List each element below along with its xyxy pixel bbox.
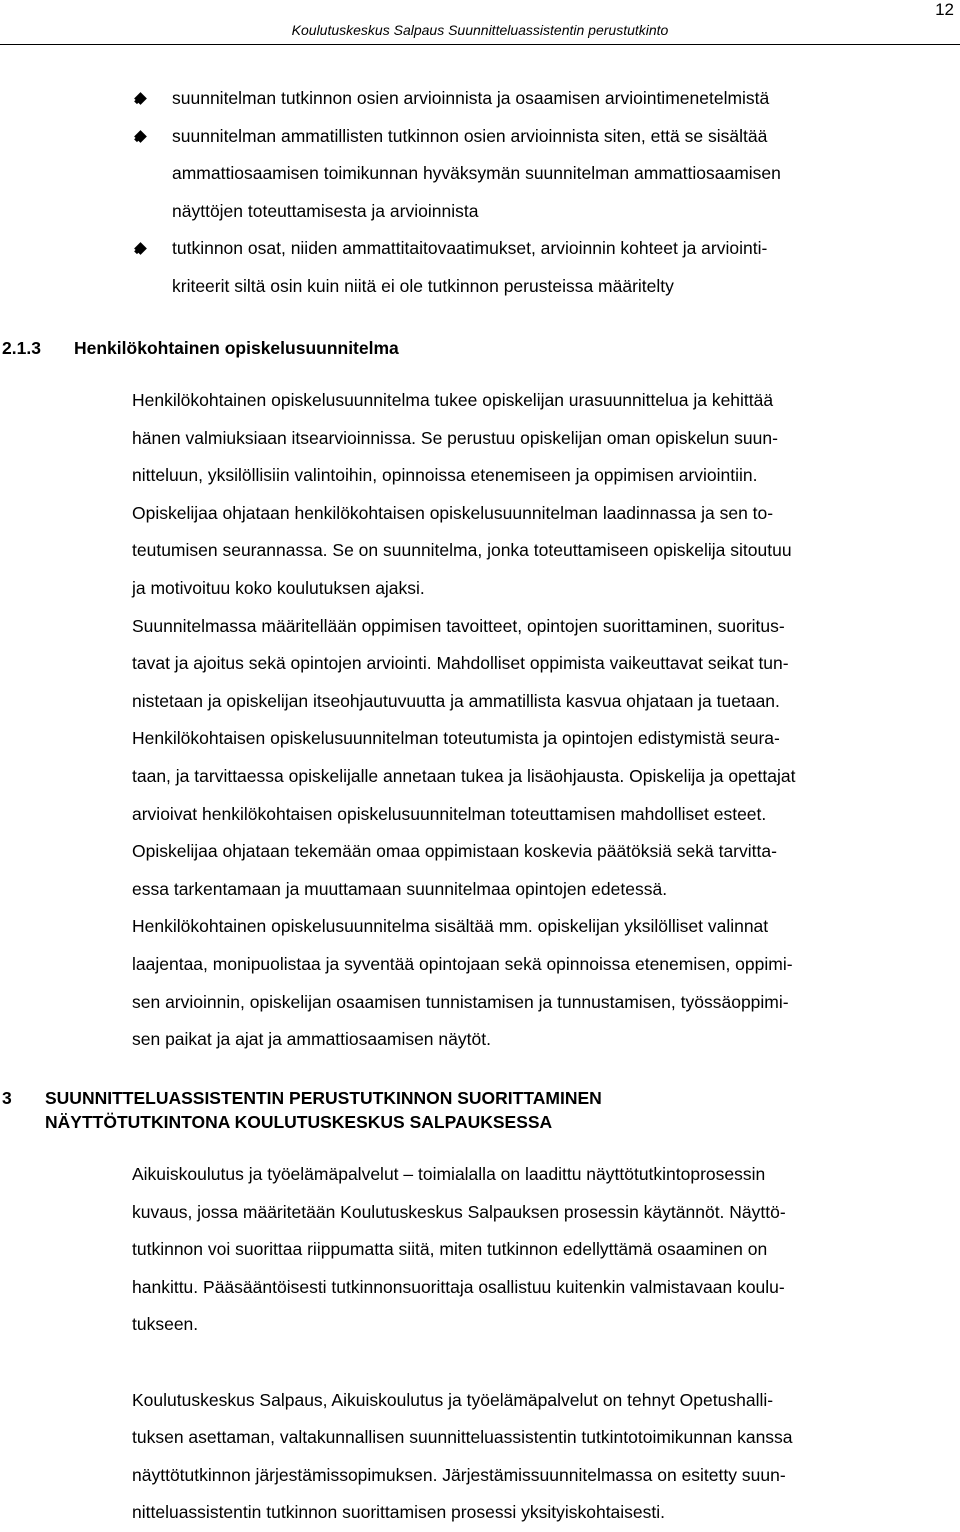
bullet-line: suunnitelman tutkinnon osien arvioinnista ja osaamisen arviointimenetelmistä: [172, 88, 770, 108]
bullet-line: ammattiosaamisen toimikunnan hyväksymän suunnitelman ammattiosaamisen: [172, 163, 781, 184]
text-line: laajentaa, monipuolistaa ja syventää opintojaan sekä opinnoissa etenemisen, oppimi-: [132, 953, 793, 974]
subsection-heading: [2, 336, 399, 360]
text-line: Koulutuskeskus Salpaus, Aikuiskoulutus ja työelämäpalvelut on tehnyt Opetushalli-: [132, 1389, 774, 1410]
text-line: taan, ja tarvittaessa opiskelijalle annetaan tukea ja lisäohjausta. Opiskelija ja opettajat: [132, 765, 796, 786]
bullet-icon: [134, 92, 147, 105]
text-line: hänen valmiuksiaan itsearvioinnissa. Se perustuu opiskelijan oman opiskelun suun-: [132, 427, 778, 448]
text-line: Opiskelijaa ohjataan tekemään omaa oppimistaan koskevia päätöksiä sekä tarvitta-: [132, 841, 777, 862]
text-line: Henkilökohtaisen opiskelusuunnitelman toteutumista ja opintojen edistymistä seura-: [132, 728, 780, 749]
text-line: Suunnitelmassa määritellään oppimisen tavoitteet, opintojen suorittaminen, suoritus-: [132, 615, 785, 636]
text-line: Aikuiskoulutus ja työelämäpalvelut – toimialalla on laadittu näyttötutkintoprosessin: [132, 1164, 766, 1184]
subsection-body: [132, 382, 958, 1059]
text-line: tutkinnon voi suorittaa riippumatta siitä, miten tutkinnon edellyttämä osaaminen on: [132, 1239, 768, 1260]
text-line: kuvaus, jossa määritetään Koulutuskeskus Salpauksen prosessin käytännöt. Näyttö-: [132, 1201, 786, 1222]
text-line: arvioivat henkilökohtaisen opiskelusuunnitelman toteuttamisen mahdolliset esteet.: [132, 803, 767, 824]
text-line: teutumisen seurannassa. Se on suunnitelma, jonka toteuttamiseen opiskelija sitoutuu: [132, 540, 792, 561]
bullet-line: näyttöjen toteuttamisesta ja arvioinnista: [172, 200, 479, 221]
paragraph: [132, 382, 958, 1059]
section-number: 3: [2, 1088, 12, 1108]
bullet-item: [132, 230, 952, 305]
bullet-icon: [134, 130, 147, 143]
bullet-item: [132, 80, 952, 118]
text-line: Opiskelijaa ohjataan henkilökohtaisen opiskelusuunnitelman laadinnassa ja sen to-: [132, 502, 774, 523]
text-line: näyttötutkinnon järjestämissopimuksen. Järjestämissuunnitelmassa on esitetty suun-: [132, 1464, 786, 1485]
bullet-line: kriteerit siltä osin kuin niitä ei ole tutkinnon perusteissa määritelty: [172, 275, 674, 296]
text-line: Henkilökohtainen opiskelusuunnitelma sisältää mm. opiskelijan yksilölliset valinnat: [132, 916, 769, 937]
bullet-icon: [134, 243, 147, 256]
page-number: 12: [935, 0, 954, 19]
section-title: [45, 1086, 805, 1134]
section-title-line: NÄYTTÖTUTKINTONA KOULUTUSKESKUS SALPAUKSESSA: [45, 1112, 553, 1132]
header-divider: [0, 44, 960, 45]
text-line: sen arvioinnin, opiskelijan osaamisen tunnistamisen ja tunnustamisen, työssäoppimi-: [132, 991, 789, 1012]
text-line: sen paikat ja ajat ja ammattiosaamisen näytöt.: [132, 1029, 491, 1050]
text-line: tukseen.: [132, 1314, 199, 1335]
bullet-item: [132, 118, 952, 231]
bullet-line: tutkinnon osat, niiden ammattitaitovaatimukset, arvioinnin kohteet ja arviointi-: [172, 238, 768, 259]
text-line: ja motivoituu koko koulutuksen ajaksi.: [132, 577, 425, 598]
text-line: hankittu. Pääsääntöisesti tutkinnonsuorittaja osallistuu kuitenkin valmistavaan koulu-: [132, 1276, 785, 1297]
text-line: nitteluassistentin tutkinnon suorittamisen prosessi yksityiskohtaisesti.: [132, 1502, 666, 1523]
bullet-list: [132, 80, 952, 306]
paragraph: [132, 1156, 958, 1344]
text-line: nistetaan ja opiskelijan itseohjautuvuutta ja ammatillista kasvua ohjataan ja tuetaan.: [132, 690, 780, 711]
subsection-number: 2.1.3: [2, 338, 41, 358]
text-line: essa tarkentamaan ja muuttamaan suunnitelmaa opintojen edetessä.: [132, 878, 668, 899]
text-line: Henkilökohtainen opiskelusuunnitelma tukee opiskelijan urasuunnittelua ja kehittää: [132, 390, 774, 410]
section-title-line: SUUNNITTELUASSISTENTIN PERUSTUTKINNON SUORITTAMINEN: [45, 1088, 602, 1108]
paragraph: [132, 1382, 958, 1532]
section-body: [132, 1156, 958, 1532]
bullet-line: suunnitelman ammatillisten tutkinnon osien arvioinnista siten, että se sisältää: [172, 125, 768, 146]
text-line: tuksen asettaman, valtakunnallisen suunnitteluassistentin tutkintotoimikunnan kanssa: [132, 1427, 793, 1448]
text-line: tavat ja ajoitus sekä opintojen arviointi. Mahdolliset oppimista vaikeuttavat seikat tun-: [132, 653, 789, 674]
text-line: nitteluun, yksilöllisiin valintoihin, opinnoissa etenemiseen ja oppimisen arviointiin.: [132, 465, 758, 486]
running-header: Koulutuskeskus Salpaus Suunnitteluassistentin perustutkinto: [291, 22, 669, 38]
subsection-title: Henkilökohtainen opiskelusuunnitelma: [74, 338, 399, 358]
